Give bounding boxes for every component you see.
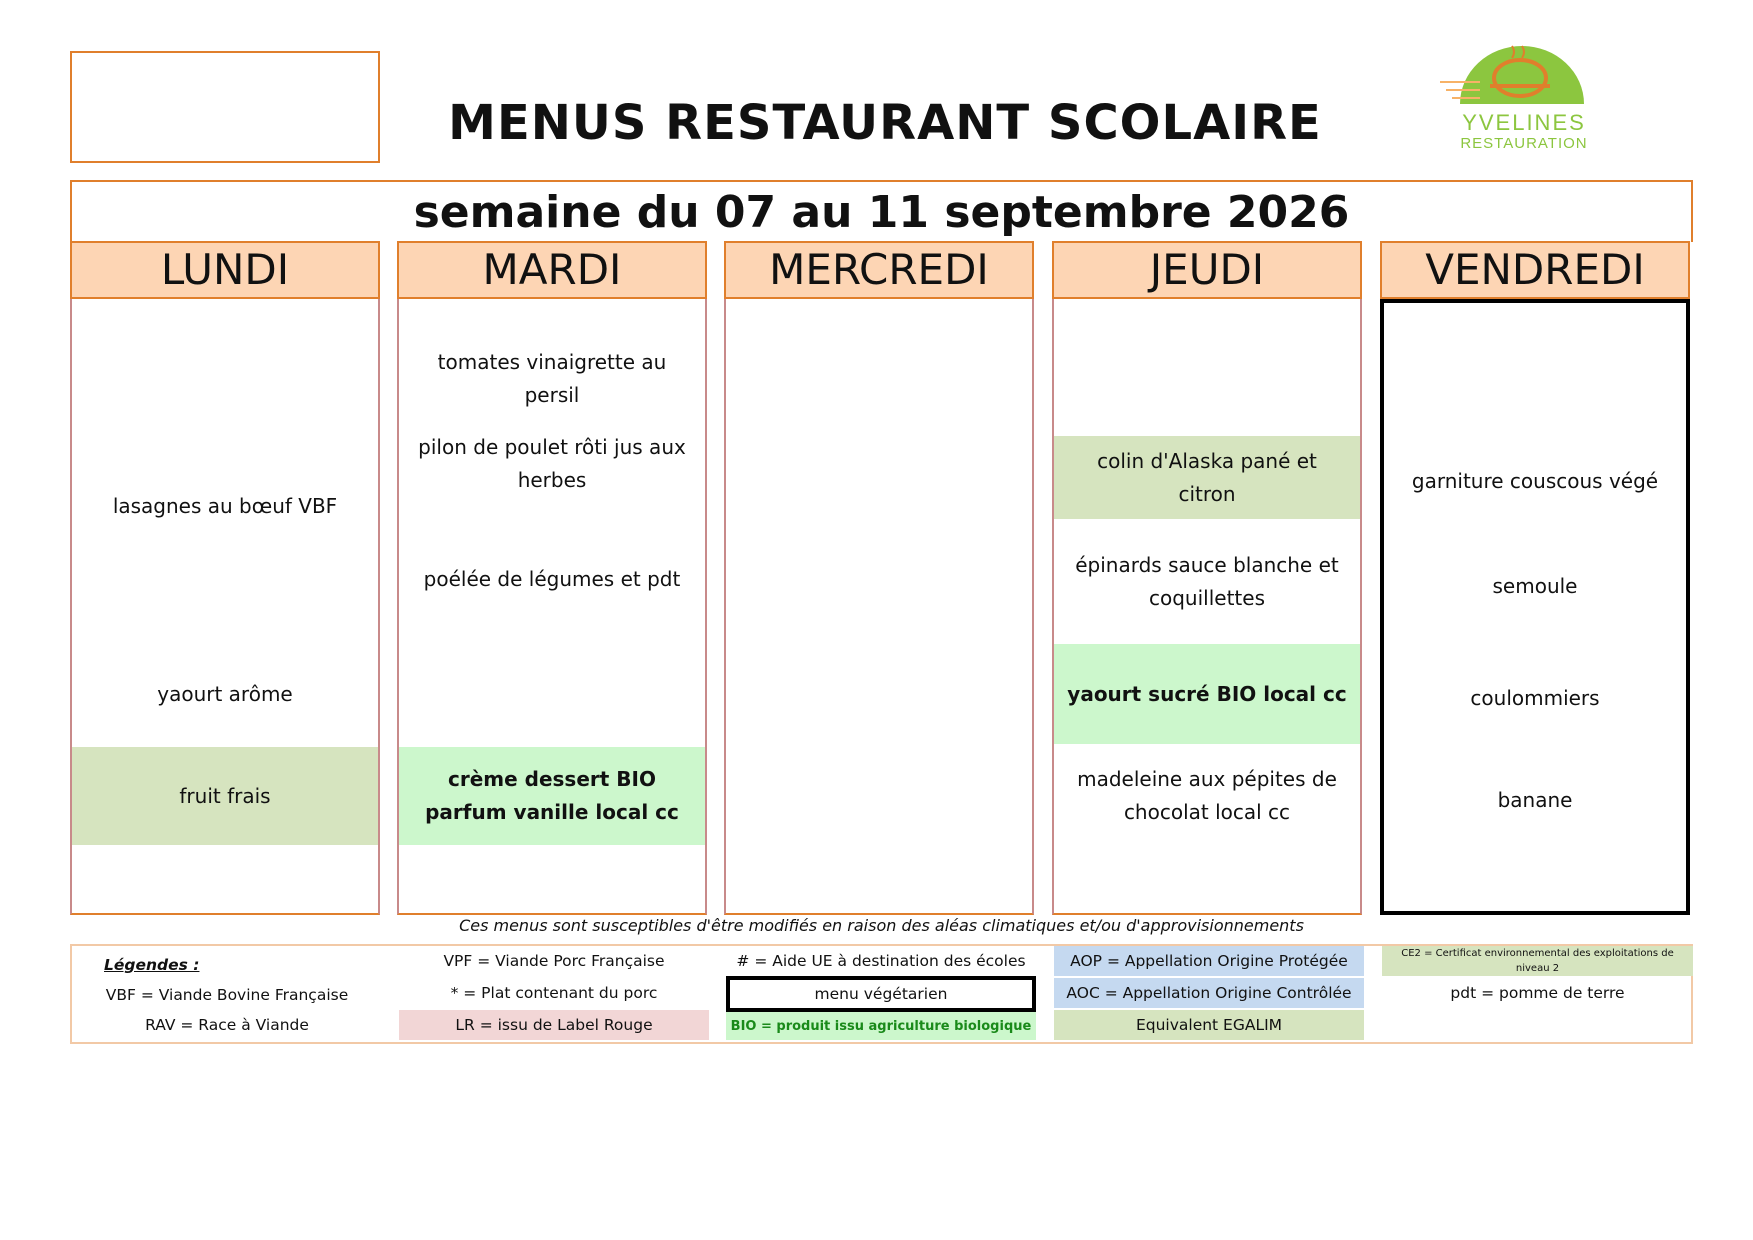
svg-text:RESTAURATION: RESTAURATION xyxy=(1460,135,1588,152)
yvelines-restauration-logo xyxy=(1440,42,1610,162)
logo-placeholder-box xyxy=(70,51,380,163)
legend-aide-ue: # = Aide UE à destination des écoles xyxy=(736,952,1026,970)
menu-item: coulommiers xyxy=(1470,685,1600,710)
menu-item: fruit frais xyxy=(72,747,378,845)
svg-text:YVELINES: YVELINES xyxy=(1462,110,1586,135)
day-column-mercredi xyxy=(724,241,1034,915)
menu-item: tomates vinaigrette au persil xyxy=(437,350,667,407)
day-menu-body xyxy=(1380,299,1690,915)
legend-egalim: Equivalent EGALIM xyxy=(1054,1010,1364,1040)
legend-rav: RAV = Race à Viande xyxy=(145,1016,309,1034)
legend-label-rouge: LR = issu de Label Rouge xyxy=(399,1010,709,1040)
day-header: JEUDI xyxy=(1052,241,1362,299)
legend-vbf: VBF = Viande Bovine Française xyxy=(105,986,349,1004)
week-title: semaine du 07 au 11 septembre 2026 xyxy=(70,180,1693,242)
menu-item: yaourt arôme xyxy=(157,681,293,706)
day-header: MERCREDI xyxy=(724,241,1034,299)
legend-aop: AOP = Appellation Origine Protégée xyxy=(1054,946,1364,976)
menu-item: épinards sauce blanche et coquillettes xyxy=(1075,553,1339,610)
menu-item: crème dessert BIO parfum vanille local cc xyxy=(399,747,705,845)
page-title: MENUS RESTAURANT SCOLAIRE xyxy=(448,95,1322,151)
legend-porc: * = Plat contenant du porc xyxy=(450,984,658,1002)
day-menu-body xyxy=(397,299,707,915)
day-header: LUNDI xyxy=(70,241,380,299)
day-header: MARDI xyxy=(397,241,707,299)
menu-item: colin d'Alaska pané et citron xyxy=(1054,436,1360,519)
legend-pdt: pdt = pomme de terre xyxy=(1450,984,1625,1002)
day-header: VENDREDI xyxy=(1380,241,1690,299)
legend-title: Légendes : xyxy=(104,956,200,974)
legend-vegetarian: menu végétarien xyxy=(726,976,1036,1012)
day-menu-body xyxy=(724,299,1034,915)
menu-item: semoule xyxy=(1492,573,1578,598)
legend-ce2: CE2 = Certificat environnemental des exploitations de niveau 2 xyxy=(1382,946,1693,976)
day-column-mardi xyxy=(397,241,707,915)
legend-box xyxy=(70,944,1693,1044)
day-menu-body xyxy=(1052,299,1362,915)
disclaimer-note: Ces menus sont susceptibles d'être modifiés en raison des aléas climatiques et/ou d'approvisionnements xyxy=(459,916,1304,935)
menu-item: poélée de légumes et pdt xyxy=(423,566,681,591)
menu-item: banane xyxy=(1497,787,1573,812)
day-column-jeudi xyxy=(1052,241,1362,915)
day-column-vendredi xyxy=(1380,241,1690,915)
menu-item: lasagnes au bœuf VBF xyxy=(112,494,338,518)
menu-item: madeleine aux pépites de chocolat local cc xyxy=(1077,767,1337,824)
day-menu-body xyxy=(70,299,380,915)
legend-bio: BIO = produit issu agriculture biologique xyxy=(726,1012,1036,1040)
legend-vpf: VPF = Viande Porc Française xyxy=(443,952,665,970)
day-column-lundi xyxy=(70,241,380,915)
legend-aoc: AOC = Appellation Origine Contrôlée xyxy=(1054,978,1364,1008)
menu-item: yaourt sucré BIO local cc xyxy=(1054,644,1360,744)
menu-item: garniture couscous végé xyxy=(1411,469,1659,493)
logo-icon xyxy=(1440,42,1610,162)
menu-item: pilon de poulet rôti jus aux herbes xyxy=(418,435,686,492)
